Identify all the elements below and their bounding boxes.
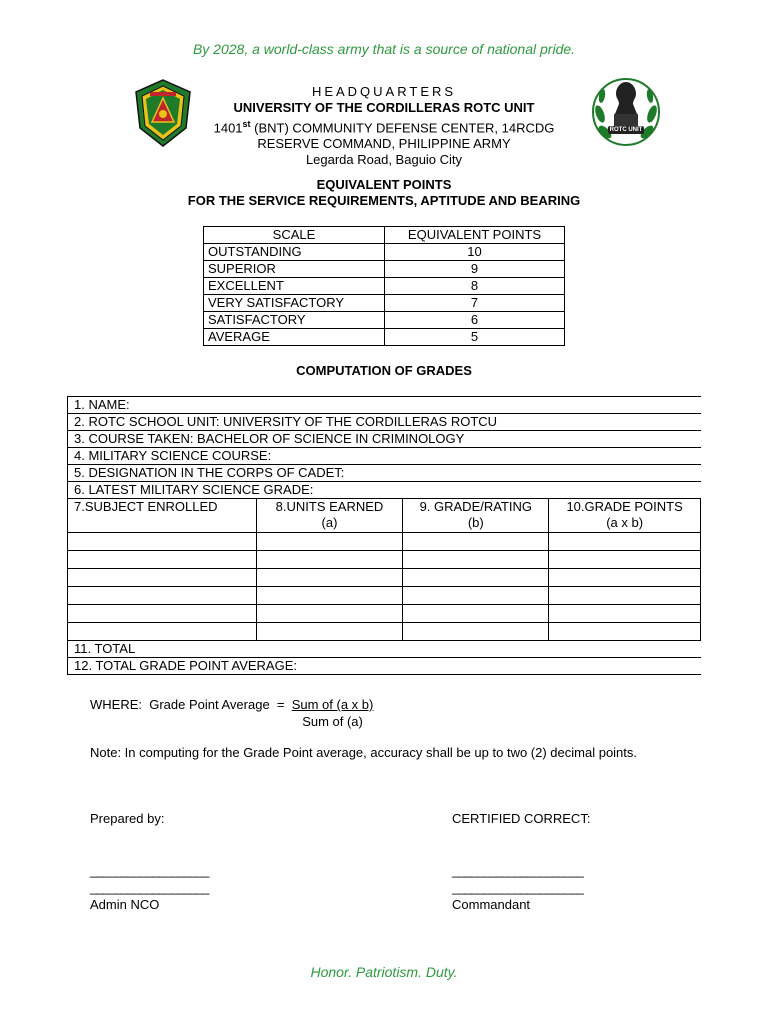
scale-cell: OUTSTANDING [204, 244, 385, 261]
headquarters-label: HEADQUARTERS [311, 84, 457, 99]
note-text: Note: In computing for the Grade Point average, accuracy shall be up to two (2) decimal points. [90, 745, 638, 760]
table-row [204, 278, 565, 295]
formula-numerator: Sum of (a x b) [291, 697, 374, 712]
scale-cell: AVERAGE [204, 329, 385, 346]
info-row: 3. COURSE TAKEN: BACHELOR OF SCIENCE IN CRIMINOLOGY [68, 431, 701, 448]
info-row: 4. MILITARY SCIENCE COURSE: [68, 448, 701, 465]
grade-rating-header: 9. GRADE/RATING (b) [403, 499, 549, 533]
table-row [204, 261, 565, 278]
signature-line[interactable]: _____________________ [452, 880, 583, 895]
commandant-label: Commandant [452, 897, 531, 912]
core-values-motto: Honor. Patriotism. Duty. [310, 964, 458, 980]
table-row [204, 329, 565, 346]
table-row [68, 587, 701, 605]
computation-table [67, 396, 701, 675]
vision-motto: By 2028, a world-class army that is a source of national pride. [192, 41, 576, 57]
units-earned-header: 8.UNITS EARNED (a) [256, 499, 403, 533]
equivalent-points-title: EQUIVALENT POINTS FOR THE SERVICE REQUIREMENTS, APTITUDE AND BEARING [187, 177, 581, 208]
table-row [68, 623, 701, 641]
scale-header: SCALE [204, 227, 385, 244]
prepared-by-label: Prepared by: [90, 811, 165, 826]
address-line-2: RESERVE COMMAND, PHILIPPINE ARMY [257, 136, 511, 152]
subject-enrolled-header: 7.SUBJECT ENROLLED [68, 499, 257, 533]
points-cell: 8 [385, 278, 565, 295]
equivalent-points-table [203, 226, 565, 346]
letterhead [0, 84, 768, 168]
gpa-row: 12. TOTAL GRADE POINT AVERAGE: [68, 658, 701, 675]
admin-nco-label: Admin NCO [90, 897, 160, 912]
points-cell: 10 [385, 244, 565, 261]
table-row [204, 312, 565, 329]
admin-signature-block [90, 862, 208, 913]
table-row [204, 244, 565, 261]
grade-points-header: 10.GRADE POINTS (a x b) [549, 499, 701, 533]
points-cell: 9 [385, 261, 565, 278]
info-row: 2. ROTC SCHOOL UNIT: UNIVERSITY OF THE CORDILLERAS ROTCU [68, 414, 701, 431]
total-row: 11. TOTAL [68, 641, 701, 658]
address-line-3: Legarda Road, Baguio City [305, 152, 463, 168]
university-name: UNIVERSITY OF THE CORDILLERAS ROTC UNIT [233, 100, 535, 115]
points-cell: 5 [385, 329, 565, 346]
info-row: 5. DESIGNATION IN THE CORPS OF CADET: [68, 465, 701, 482]
address-line-1: 1401st (BNT) COMMUNITY DEFENSE CENTER, 14RCDG [213, 119, 555, 136]
scale-cell: SATISFACTORY [204, 312, 385, 329]
commandant-signature-block [452, 862, 583, 913]
table-row [68, 569, 701, 587]
table-row [68, 605, 701, 623]
certified-correct-label: CERTIFIED CORRECT: [452, 811, 591, 826]
signature-line[interactable]: ___________________ [90, 880, 209, 895]
rotc-unit-emblem-text: ROTC UNIT [609, 127, 643, 133]
computation-title: COMPUTATION OF GRADES [296, 363, 472, 378]
signature-line[interactable]: _____________________ [452, 863, 583, 878]
table-row [68, 533, 701, 551]
scale-cell: EXCELLENT [204, 278, 385, 295]
scale-cell: SUPERIOR [204, 261, 385, 278]
gpa-formula: WHERE: Grade Point Average = $\frac{\text{Sum of (a x b)}}{\text{Sum of (a)}}$ [90, 697, 374, 729]
formula-denominator: Sum of (a) [302, 714, 363, 729]
table-row [68, 551, 701, 569]
signature-line[interactable]: ___________________ [90, 863, 209, 878]
points-cell: 7 [385, 295, 565, 312]
info-row: 1. NAME: [68, 397, 701, 414]
table-row [204, 295, 565, 312]
points-header: EQUIVALENT POINTS [385, 227, 565, 244]
scale-cell: VERY SATISFACTORY [204, 295, 385, 312]
points-cell: 6 [385, 312, 565, 329]
info-row: 6. LATEST MILITARY SCIENCE GRADE: [68, 482, 701, 499]
